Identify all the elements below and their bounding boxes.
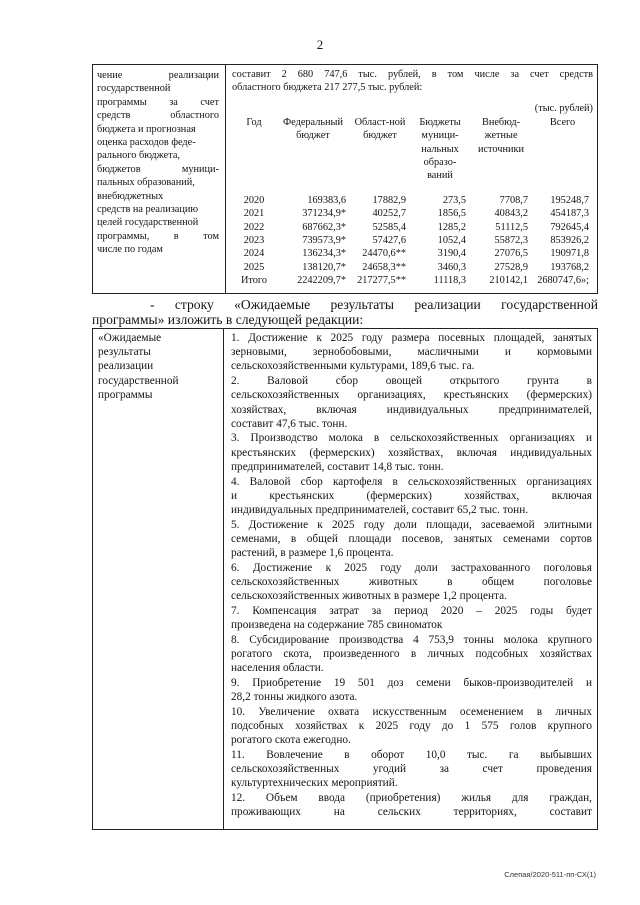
row-value-cell: 27076,5 — [494, 248, 528, 260]
funding-intro-line: областного бюджета 217 277,5 тыс. рублей: — [232, 82, 423, 94]
funding-label-line: пальных образований, — [97, 177, 195, 189]
result-item-line: сельскохозяйственных угодий за счет проведения — [231, 763, 592, 776]
results-label-line: государственной — [98, 374, 179, 387]
row-value-cell: 40252,7 — [372, 208, 406, 220]
row-value-cell: 3190,4 — [437, 248, 466, 260]
row-year-cell: Итого — [240, 275, 268, 287]
row-value-cell: 169383,6 — [307, 194, 346, 206]
column-header-federal: Федеральный бюджет — [283, 116, 343, 142]
result-item-line: 3. Производство молока в сельскохозяйственных организациях и — [231, 432, 592, 445]
units-label: (тыс. рублей) — [534, 102, 593, 114]
column-header-regional: Област-ной бюджет — [354, 116, 406, 142]
result-item-line: предпринимателей, составит 14,8 тыс. тонн. — [231, 460, 444, 473]
row-value-cell: 51112,5 — [495, 221, 528, 233]
funding-content-cell — [226, 65, 597, 293]
document-footer-code: Слепая/2020-511-пп-СХ(1) — [504, 870, 596, 879]
result-item — [231, 561, 592, 604]
result-item — [231, 475, 592, 518]
result-item-line: рогатого скота ежегодно. — [231, 734, 351, 747]
row-value-cell: 792645,4 — [550, 221, 589, 233]
result-item-line: произведена на содержание 785 свиноматок — [231, 619, 443, 632]
result-item — [231, 748, 592, 791]
result-item-line: зерновыми, зернобобовыми, масличными и кормовыми — [231, 346, 592, 359]
row-year-cell: 2025 — [243, 261, 265, 273]
funding-rows — [232, 194, 593, 288]
row-value-cell: 1285,2 — [437, 221, 466, 233]
result-item-line: и крестьянских (фермерских) хозяйствах, включая — [231, 489, 592, 502]
result-item — [231, 604, 592, 632]
funding-row — [232, 194, 593, 207]
row-value-cell: 739573,9* — [302, 235, 346, 247]
amendment-line: - строку «Ожидаемые результаты реализации государственной — [150, 297, 598, 312]
column-header-total: Всего — [549, 116, 576, 128]
result-item — [231, 431, 592, 474]
results-label-line: «Ожидаемые — [98, 332, 162, 344]
row-value-cell: 1052,4 — [437, 235, 466, 247]
result-item — [231, 331, 592, 374]
result-item-line: 6. Достижение к 2025 году доли застрахованного поголовья — [231, 561, 592, 574]
results-label-line: программы — [98, 388, 153, 401]
row-value-cell: 3460,3 — [437, 261, 466, 273]
funding-label-line: государственной — [97, 83, 171, 95]
row-value-cell: 371234,9* — [302, 208, 346, 220]
funding-row — [232, 274, 593, 287]
results-table — [92, 328, 598, 830]
column-header-extrabudgetary: Внебюд-жетные источники — [477, 116, 525, 155]
result-item-line: крестьянских (фермерских) хозяйствах, включая индивидуальных — [231, 446, 592, 459]
result-item-line: сельскохозяйственными культурами, 189,6 тыс. га. — [231, 360, 475, 373]
row-year-cell: 2022 — [243, 221, 265, 233]
row-value-cell: 27528,9 — [494, 261, 528, 273]
result-item — [231, 518, 592, 561]
result-item-line: населения области. — [231, 662, 324, 675]
results-label-line: реализации — [98, 360, 154, 373]
funding-label-line: целей государственной — [97, 217, 199, 229]
result-item — [231, 633, 592, 676]
funding-label-cell — [93, 65, 226, 293]
result-item-line: 7. Компенсация затрат за период 2020 – 2025 годы будет — [231, 604, 592, 617]
results-label-cell — [93, 329, 224, 829]
funding-row — [232, 221, 593, 234]
row-value-cell: 1856,5 — [437, 208, 466, 220]
funding-intro — [232, 68, 593, 95]
row-value-cell: 217277,5** — [357, 275, 406, 287]
result-item-line: индивидуальных предпринимателей, составит 65,2 тыс. тонн. — [231, 503, 529, 516]
row-value-cell: 57427,6 — [372, 235, 406, 247]
funding-label-line: чение реализации — [97, 70, 219, 81]
page-number: 2 — [316, 37, 324, 52]
result-item — [231, 705, 592, 748]
funding-breakdown-table — [232, 116, 593, 288]
row-value-cell: 136234,3* — [302, 248, 346, 260]
row-value-cell: 195248,7 — [550, 194, 589, 206]
result-item-line: растений, в размере 1,6 процента. — [231, 547, 394, 560]
row-value-cell: 2680747,6»; — [537, 275, 589, 287]
row-year-cell: 2020 — [243, 194, 265, 206]
funding-label-line: числе по годам — [97, 244, 163, 256]
result-item-line: 10. Увеличение охвата искусственным осеменением в личных — [231, 705, 592, 718]
amendment-line: программы» изложить в следующей редакции: — [92, 312, 364, 327]
funding-row — [232, 247, 593, 260]
results-list — [224, 329, 597, 829]
row-value-cell: 11118,3 — [433, 275, 466, 287]
funding-intro-line: составит 2 680 747,6 тыс. рублей, в том числе за счет средств — [232, 69, 593, 80]
funding-row — [232, 234, 593, 247]
result-item-line: сельскохозяйственных животных в общем поголовье — [231, 575, 592, 588]
result-item — [231, 791, 592, 819]
column-header-year: Год — [246, 116, 262, 128]
row-value-cell: 24470,6** — [362, 248, 406, 260]
result-item-line: семенами, в общей площади посевов, занятых семенами сортов — [231, 532, 592, 545]
amendment-paragraph — [92, 297, 598, 327]
row-year-cell: 2023 — [243, 235, 265, 247]
row-value-cell: 687662,3* — [302, 221, 346, 233]
row-value-cell: 24658,3** — [362, 261, 406, 273]
result-item-line: 2. Валовой сбор овощей открытого грунта в — [231, 375, 592, 388]
funding-label-line: бюджета и прогнозная — [97, 123, 196, 135]
funding-label-line: рального бюджета, — [97, 150, 180, 162]
result-item-line: составит 47,6 тыс. тонн. — [231, 417, 348, 430]
result-item-line: 11. Вовлечение в оборот 10,0 тыс. га выбывших — [231, 748, 592, 761]
funding-table — [92, 64, 598, 294]
funding-row — [232, 207, 593, 220]
funding-label-line: программы, в том — [97, 230, 219, 242]
funding-label-line: средств областного — [97, 110, 219, 122]
result-item-line: 8. Субсидирование производства 4 753,9 тонны молока крупного — [231, 633, 592, 646]
row-value-cell: 454187,3 — [550, 208, 589, 220]
row-value-cell: 210142,1 — [489, 275, 528, 287]
result-item-line: 4. Валовой сбор картофеля в сельскохозяйственных организациях — [231, 475, 592, 488]
funding-row — [232, 261, 593, 274]
result-item-line: 1. Достижение к 2025 году размера посевных площадей, занятых — [231, 332, 592, 344]
results-label-line: результаты — [98, 346, 151, 359]
result-item-line: хозяйствах, включая индивидуальных предпринимателей, — [231, 403, 592, 416]
row-year-cell: 2021 — [243, 208, 265, 220]
result-item-line: подсобных хозяйствах к 2025 году до 1 575 голов крупного — [231, 719, 592, 732]
result-item — [231, 374, 592, 431]
row-value-cell: 138120,7* — [302, 261, 346, 273]
result-item-line: 28,2 тонны жидкого азота. — [231, 691, 358, 704]
row-value-cell: 273,5 — [442, 194, 466, 206]
result-item-line: сельскохозяйственных животных в размере 1,2 процента. — [231, 590, 507, 603]
result-item-line: рогатого скота, произведенного в личных подсобных хозяйствах — [231, 647, 592, 660]
result-item-line: культуртехнических мероприятий. — [231, 777, 398, 790]
row-value-cell: 853926,2 — [550, 235, 589, 247]
funding-label-line: программы за счет — [97, 96, 219, 108]
result-item — [231, 676, 592, 704]
funding-label-line: бюджетов муници- — [97, 163, 219, 175]
result-item-line: 12. Объем ввода (приобретения) жилья для граждан, — [231, 792, 592, 804]
row-value-cell: 193768,2 — [550, 261, 589, 273]
result-item-line: сельскохозяйственных организациях, крестьянских (фермерских) — [231, 389, 592, 402]
result-item-line: проживающих на сельских территориях, составит — [231, 806, 592, 819]
row-value-cell: 52585,4 — [372, 221, 406, 233]
row-year-cell: 2024 — [243, 248, 265, 260]
row-value-cell: 2242209,7* — [297, 275, 346, 287]
funding-label-line: средств на реализацию — [97, 204, 199, 216]
row-value-cell: 40843,2 — [494, 208, 528, 220]
result-item-line: 9. Приобретение 19 501 доз семени быков-производителей и — [231, 676, 592, 689]
column-header-municipal: Бюджеты муници-нальных образо-ваний — [419, 116, 461, 182]
result-item-line: 5. Достижение к 2025 году доли площади, засеваемой элитными — [231, 518, 592, 531]
funding-label-line: внебюджетных — [97, 190, 164, 202]
row-value-cell: 55872,3 — [494, 235, 528, 247]
row-value-cell: 190971,8 — [550, 248, 589, 260]
row-value-cell: 17882,9 — [372, 194, 406, 206]
row-value-cell: 7708,7 — [499, 194, 528, 206]
funding-label-line: оценка расходов феде- — [97, 137, 196, 149]
